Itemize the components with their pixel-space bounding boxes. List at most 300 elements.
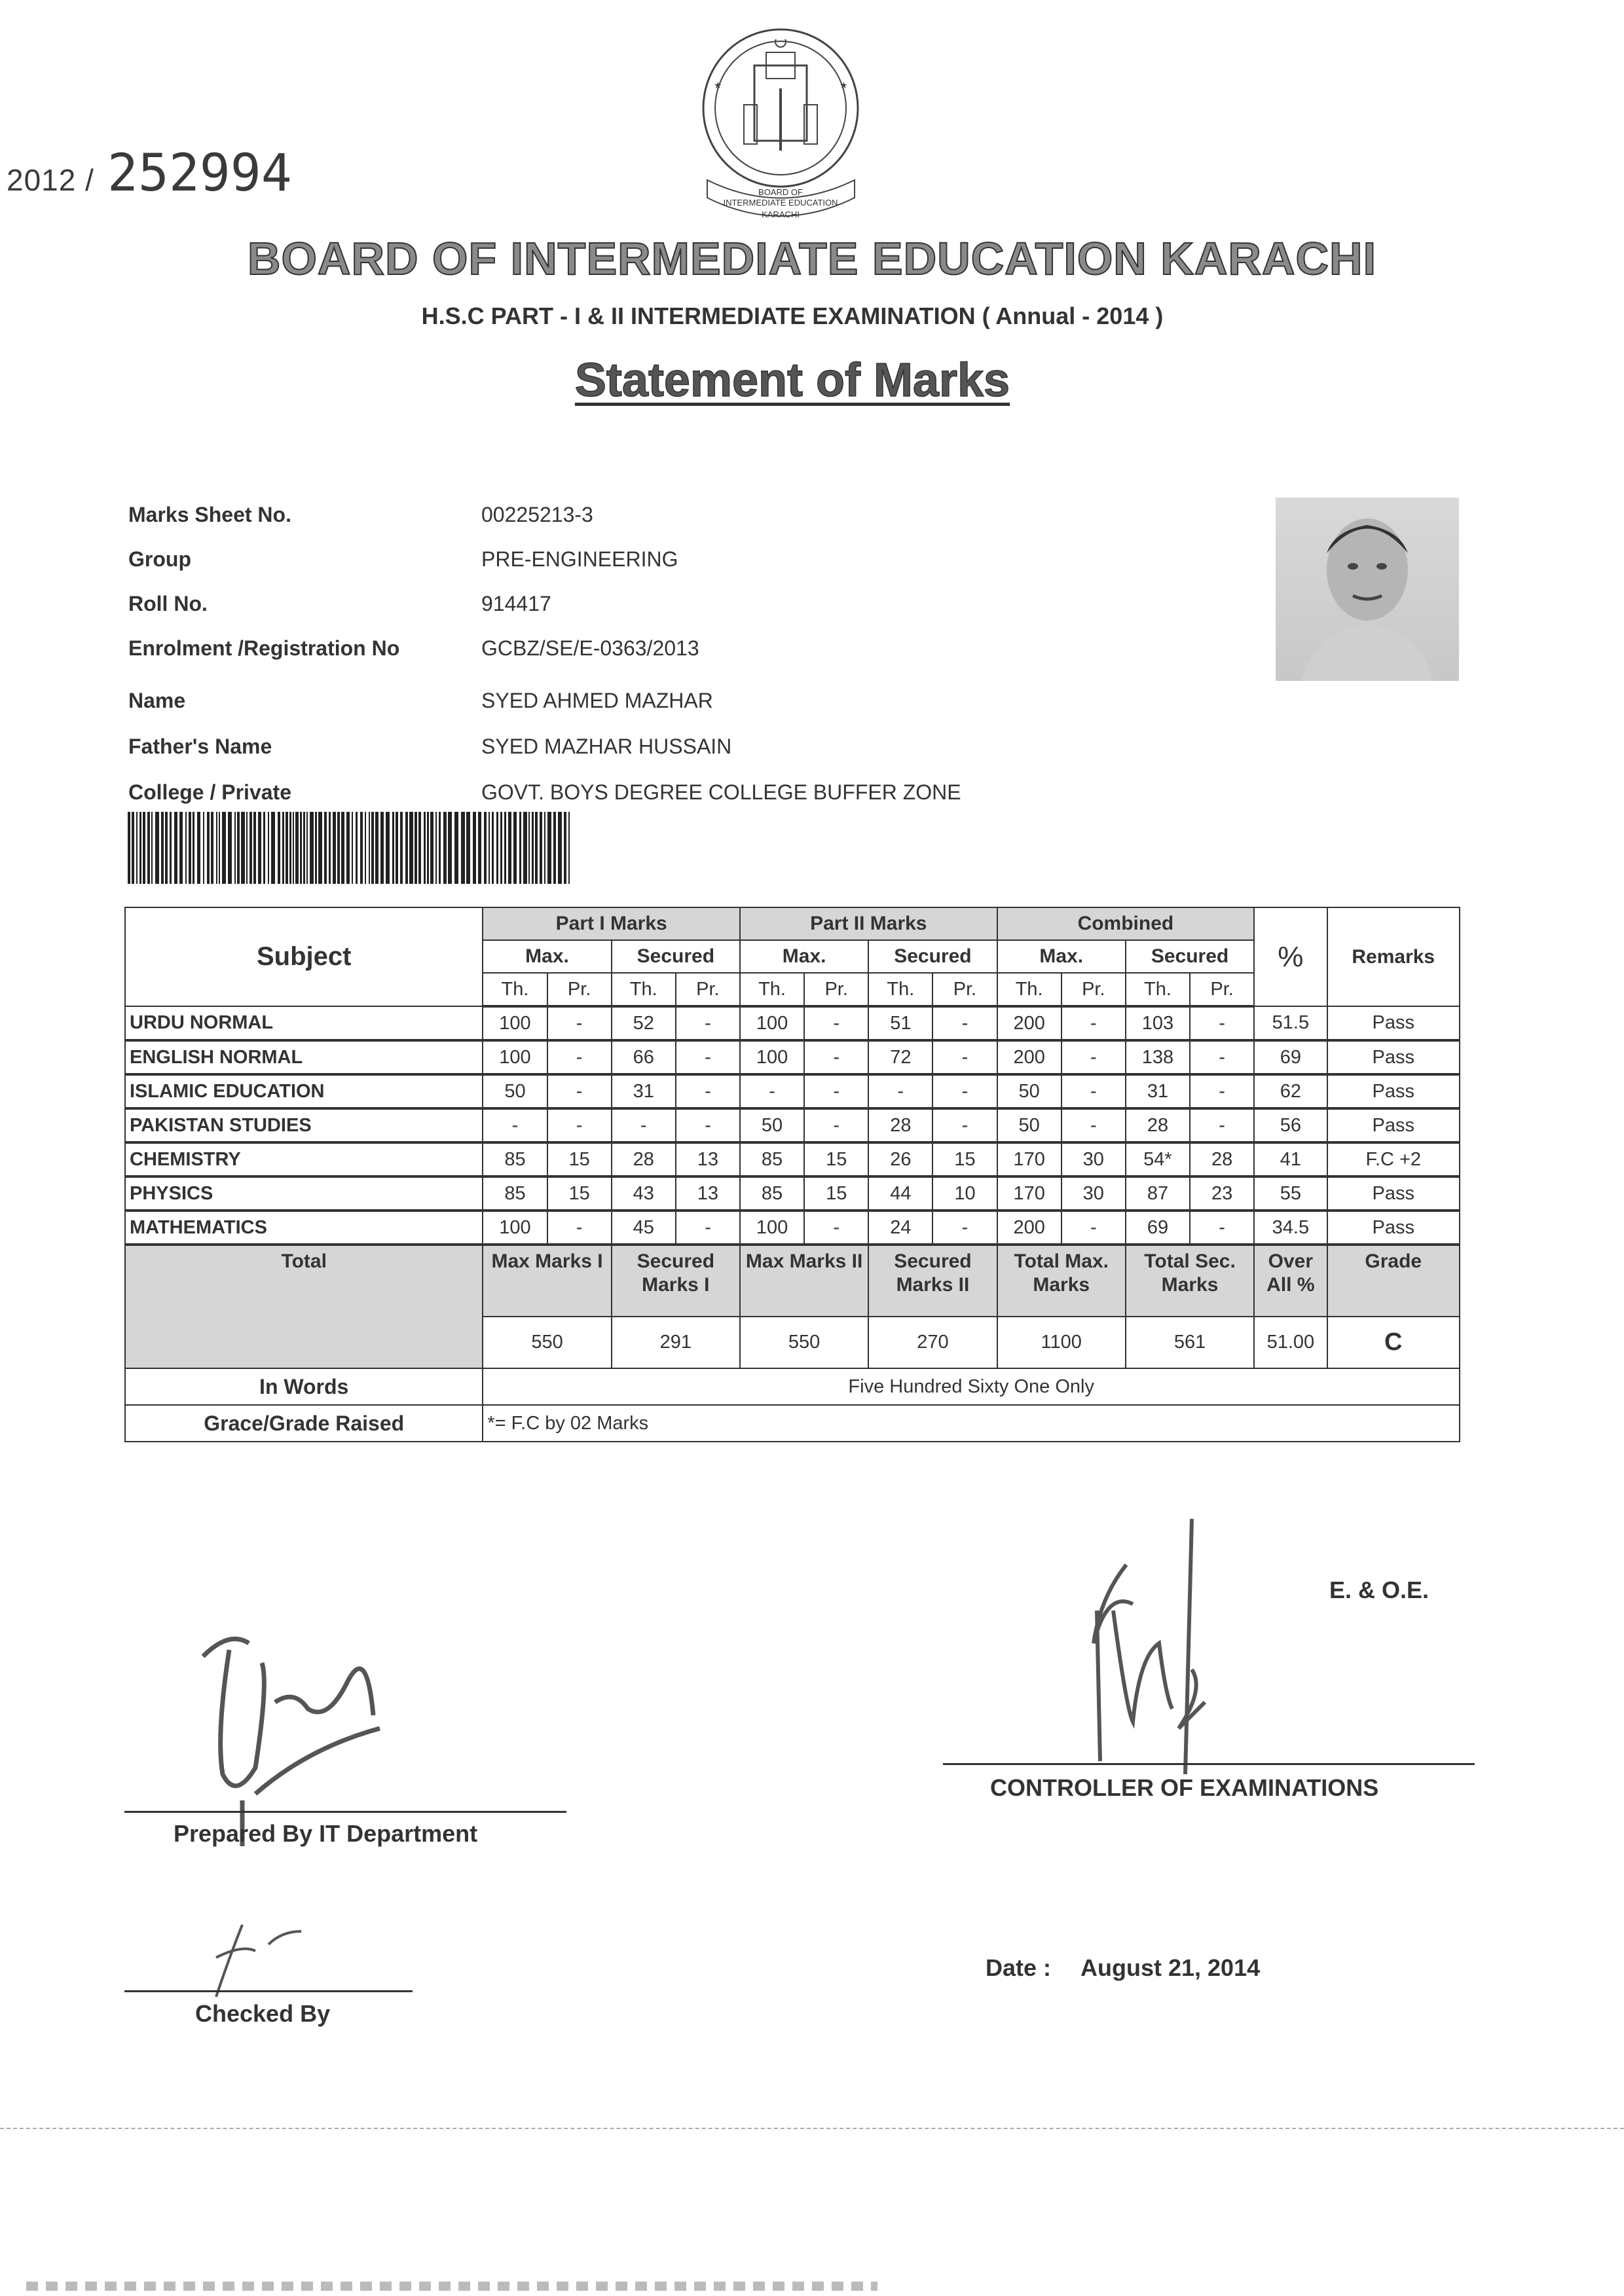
combined-max-header: Max. — [997, 940, 1126, 973]
barcode-bar — [329, 812, 331, 884]
mark-cell: - — [1061, 1006, 1126, 1040]
barcode-bar — [151, 812, 153, 884]
mark-cell: 87 — [1126, 1176, 1190, 1211]
mark-cell: - — [1190, 1006, 1254, 1040]
barcode-bar — [386, 812, 390, 884]
mark-cell: - — [676, 1006, 740, 1040]
summary-header-grade: Grade — [1327, 1245, 1460, 1317]
part2-header: Part II Marks — [740, 907, 997, 940]
mark-cell: 15 — [804, 1142, 868, 1176]
th-header: Th. — [740, 973, 804, 1006]
in-words-label: In Words — [125, 1368, 483, 1405]
summary-header-max-marks-2: Max Marks II — [740, 1245, 868, 1317]
barcode-bar — [263, 812, 265, 884]
pr-header: Pr. — [1190, 973, 1254, 1006]
mark-cell: 200 — [997, 1006, 1061, 1040]
summary-overall-percent: 51.00 — [1254, 1317, 1327, 1368]
mark-cell: 66 — [612, 1040, 676, 1074]
combined-header: Combined — [997, 907, 1255, 940]
barcode-bar — [478, 812, 481, 884]
mark-cell: - — [1190, 1074, 1254, 1108]
barcode-bar — [500, 812, 502, 884]
remarks-cell: Pass — [1327, 1176, 1460, 1211]
prepared-by-line — [124, 1811, 566, 1813]
date-value: August 21, 2014 — [1080, 1954, 1261, 1981]
part2-max-header: Max. — [740, 940, 868, 973]
barcode-bar — [448, 812, 452, 884]
barcode-bar — [341, 812, 344, 884]
summary-max-marks-2: 550 — [740, 1317, 868, 1368]
info-value-father-name: SYED MAZHAR HUSSAIN — [481, 735, 732, 758]
mark-cell: 100 — [483, 1040, 547, 1074]
subject-row — [125, 1006, 1460, 1040]
mark-cell: 100 — [740, 1040, 804, 1074]
barcode-bar — [128, 812, 130, 884]
subject-row — [125, 1040, 1460, 1074]
remarks-cell: Pass — [1327, 1040, 1460, 1074]
barcode-bar — [271, 812, 275, 884]
barcode-bar — [219, 812, 220, 884]
barcode-bar — [439, 812, 441, 884]
mark-cell: - — [932, 1074, 997, 1108]
mark-cell: - — [676, 1074, 740, 1108]
barcode-bar — [356, 812, 358, 884]
mark-cell: 45 — [612, 1211, 676, 1245]
barcode-bar — [496, 812, 498, 884]
subject-name: PHYSICS — [125, 1176, 483, 1211]
mark-cell: 170 — [997, 1176, 1061, 1211]
svg-text:★: ★ — [840, 80, 848, 90]
mark-cell: 100 — [483, 1006, 547, 1040]
barcode-bar — [268, 812, 269, 884]
board-title: BOARD OF INTERMEDIATE EDUCATION KARACHI — [247, 233, 1377, 284]
mark-cell: - — [1061, 1074, 1126, 1108]
th-header: Th. — [997, 973, 1061, 1006]
barcode-bar — [540, 812, 542, 884]
barcode-bar — [568, 812, 570, 884]
barcode-bar — [454, 812, 458, 884]
mark-cell: - — [1061, 1040, 1126, 1074]
barcode-bar — [484, 812, 487, 884]
barcode-bar — [424, 812, 426, 884]
mark-cell: 72 — [868, 1040, 932, 1074]
barcode-bar — [553, 812, 556, 884]
mark-cell: 13 — [676, 1176, 740, 1211]
pr-header: Pr. — [547, 973, 612, 1006]
mark-cell: - — [547, 1074, 612, 1108]
mark-cell: - — [676, 1108, 740, 1142]
mark-cell: 100 — [483, 1211, 547, 1245]
barcode-bar — [289, 812, 291, 884]
subject-name: PAKISTAN STUDIES — [125, 1108, 483, 1142]
mark-cell: 50 — [997, 1074, 1061, 1108]
mark-cell: - — [868, 1074, 932, 1108]
part1-header: Part I Marks — [483, 907, 740, 940]
controller-signature — [1061, 1512, 1270, 1787]
grace-label: Grace/Grade Raised — [125, 1405, 483, 1442]
mark-cell: 28 — [868, 1108, 932, 1142]
logo-caption-1: BOARD OF — [758, 187, 803, 197]
barcode-bar — [246, 812, 248, 884]
barcode-bar — [193, 812, 194, 884]
barcode-bar — [315, 812, 317, 884]
mark-cell: 100 — [740, 1006, 804, 1040]
summary-header-overall-percent: Over All % — [1254, 1245, 1327, 1317]
barcode-bar — [508, 812, 511, 884]
mark-cell: 31 — [612, 1074, 676, 1108]
pr-header: Pr. — [804, 973, 868, 1006]
mark-cell: 200 — [997, 1040, 1061, 1074]
mark-cell: 30 — [1061, 1176, 1126, 1211]
summary-total-secured: 561 — [1126, 1317, 1254, 1368]
barcode-bar — [211, 812, 213, 884]
barcode-bar — [547, 812, 551, 884]
barcode-bar — [147, 812, 150, 884]
mark-cell: 30 — [1061, 1142, 1126, 1176]
controller-label: CONTROLLER OF EXAMINATIONS — [990, 1774, 1379, 1801]
subject-name: CHEMISTRY — [125, 1142, 483, 1176]
barcode-bar — [504, 812, 506, 884]
logo-caption-2: INTERMEDIATE EDUCATION — [723, 198, 838, 208]
barcode-bar — [564, 812, 566, 884]
mark-cell: 28 — [612, 1142, 676, 1176]
barcode-bar — [492, 812, 494, 884]
barcode-bar — [253, 812, 256, 884]
barcode-bar — [544, 812, 545, 884]
student-photo — [1276, 498, 1459, 681]
mark-cell: - — [804, 1211, 868, 1245]
percent-cell: 41 — [1254, 1142, 1327, 1176]
mark-cell: - — [804, 1108, 868, 1142]
summary-header-total-secured: Total Sec. Marks — [1126, 1245, 1254, 1317]
th-header: Th. — [1126, 973, 1190, 1006]
barcode — [128, 812, 570, 884]
mark-cell: - — [612, 1108, 676, 1142]
barcode-bar — [234, 812, 236, 884]
in-words-value: Five Hundred Sixty One Only — [483, 1368, 1460, 1405]
mark-cell: - — [1061, 1108, 1126, 1142]
barcode-bar — [523, 812, 527, 884]
mark-cell: - — [804, 1074, 868, 1108]
info-label-registration: Enrolment /Registration No — [128, 636, 400, 660]
barcode-bar — [369, 812, 370, 884]
mark-cell: 28 — [1126, 1108, 1190, 1142]
part1-max-header: Max. — [483, 940, 611, 973]
mark-cell: 51 — [868, 1006, 932, 1040]
barcode-bar — [443, 812, 447, 884]
summary-max-marks-1: 550 — [483, 1317, 611, 1368]
total-label: Total — [125, 1245, 483, 1368]
barcode-bar — [318, 812, 322, 884]
remarks-cell: Pass — [1327, 1108, 1460, 1142]
info-value-name: SYED AHMED MAZHAR — [481, 689, 713, 712]
summary-header-secured-marks-1: Secured Marks I — [612, 1245, 740, 1317]
barcode-bar — [513, 812, 517, 884]
subject-row — [125, 1176, 1460, 1211]
subject-name: ISLAMIC EDUCATION — [125, 1074, 483, 1108]
mark-cell: 15 — [547, 1142, 612, 1176]
barcode-bar — [207, 812, 210, 884]
barcode-bar — [418, 812, 421, 884]
barcode-bar — [466, 812, 470, 884]
grace-value: *= F.C by 02 Marks — [483, 1405, 1460, 1442]
mark-cell: 50 — [740, 1108, 804, 1142]
scan-edge-strip — [26, 2282, 877, 2291]
mark-cell: - — [804, 1040, 868, 1074]
barcode-bar — [143, 812, 145, 884]
remarks-cell: Pass — [1327, 1074, 1460, 1108]
barcode-bar — [435, 812, 437, 884]
subject-row — [125, 1108, 1460, 1142]
barcode-bar — [352, 812, 353, 884]
barcode-bar — [430, 812, 434, 884]
barcode-bar — [380, 812, 384, 884]
info-value-registration: GCBZ/SE/E-0363/2013 — [481, 636, 699, 660]
barcode-bar — [532, 812, 534, 884]
summary-header-max-marks-1: Max Marks I — [483, 1245, 611, 1317]
subject-name: URDU NORMAL — [125, 1006, 483, 1040]
barcode-bar — [197, 812, 200, 884]
mark-cell: - — [547, 1211, 612, 1245]
mark-cell: 138 — [1126, 1040, 1190, 1074]
barcode-bar — [415, 812, 417, 884]
barcode-bar — [203, 812, 204, 884]
summary-secured-marks-1: 291 — [612, 1317, 740, 1368]
barcode-bar — [185, 812, 187, 884]
mark-cell: 69 — [1126, 1211, 1190, 1245]
subject-row — [125, 1142, 1460, 1176]
summary-header-total-max: Total Max. Marks — [997, 1245, 1126, 1317]
checked-by-signature — [203, 1918, 321, 2010]
mark-cell: 43 — [612, 1176, 676, 1211]
mark-cell: 15 — [804, 1176, 868, 1211]
mark-cell: 103 — [1126, 1006, 1190, 1040]
info-value-roll-no: 914417 — [481, 592, 551, 615]
percent-cell: 56 — [1254, 1108, 1327, 1142]
mark-cell: - — [676, 1211, 740, 1245]
pr-header: Pr. — [676, 973, 740, 1006]
mark-cell: 100 — [740, 1211, 804, 1245]
barcode-bar — [241, 812, 245, 884]
mark-cell: 26 — [868, 1142, 932, 1176]
barcode-bar — [179, 812, 183, 884]
subject-row — [125, 1211, 1460, 1245]
mark-cell: 85 — [483, 1142, 547, 1176]
summary-secured-marks-2: 270 — [868, 1317, 997, 1368]
person-silhouette-icon — [1276, 498, 1459, 681]
mark-cell: - — [547, 1108, 612, 1142]
marks-table — [124, 907, 1460, 1442]
barcode-bar — [405, 812, 408, 884]
mark-cell: 24 — [868, 1211, 932, 1245]
barcode-bar — [427, 812, 429, 884]
barcode-bar — [306, 812, 308, 884]
th-header: Th. — [612, 973, 676, 1006]
mark-cell: - — [1190, 1211, 1254, 1245]
info-label-roll-no: Roll No. — [128, 592, 208, 615]
barcode-bar — [400, 812, 403, 884]
exam-title: H.S.C PART - I & II INTERMEDIATE EXAMINATION ( Annual - 2014 ) — [421, 302, 1164, 329]
mark-cell: - — [483, 1108, 547, 1142]
info-value-marks-sheet: 00225213-3 — [481, 503, 593, 526]
info-label-college: College / Private — [128, 780, 291, 804]
barcode-bar — [375, 812, 378, 884]
barcode-bar — [161, 812, 164, 884]
barcode-bar — [365, 812, 366, 884]
mark-cell: 15 — [932, 1142, 997, 1176]
mark-cell: 50 — [997, 1108, 1061, 1142]
serial-number — [7, 144, 292, 203]
checked-by-line — [124, 1990, 413, 1992]
mark-cell: 85 — [740, 1176, 804, 1211]
mark-cell: - — [932, 1040, 997, 1074]
mark-cell: 52 — [612, 1006, 676, 1040]
barcode-bar — [528, 812, 530, 884]
mark-cell: 23 — [1190, 1176, 1254, 1211]
checked-by-label: Checked By — [195, 2000, 331, 2027]
barcode-bar — [333, 812, 336, 884]
barcode-bar — [286, 812, 288, 884]
barcode-bar — [360, 812, 363, 884]
barcode-bar — [216, 812, 217, 884]
info-value-college: GOVT. BOYS DEGREE COLLEGE BUFFER ZONE — [481, 780, 961, 804]
remarks-cell: Pass — [1327, 1211, 1460, 1245]
info-label-father-name: Father's Name — [128, 735, 272, 758]
barcode-bar — [535, 812, 538, 884]
mark-cell: 31 — [1126, 1074, 1190, 1108]
barcode-bar — [139, 812, 141, 884]
barcode-bar — [165, 812, 168, 884]
barcode-bar — [249, 812, 252, 884]
mark-cell: - — [932, 1211, 997, 1245]
barcode-bar — [278, 812, 280, 884]
mark-cell: - — [932, 1006, 997, 1040]
info-label-name: Name — [128, 689, 186, 712]
percent-cell: 69 — [1254, 1040, 1327, 1074]
barcode-bar — [489, 812, 490, 884]
logo-caption-3: KARACHI — [762, 210, 800, 219]
remarks-header: Remarks — [1327, 907, 1460, 1006]
barcode-bar — [228, 812, 232, 884]
part1-secured-header: Secured — [612, 940, 740, 973]
serial-value: 252994 — [107, 144, 292, 203]
combined-secured-header: Secured — [1126, 940, 1254, 973]
mark-cell: 85 — [483, 1176, 547, 1211]
board-logo-icon — [694, 26, 868, 229]
subject-row — [125, 1074, 1460, 1108]
barcode-bar — [396, 812, 398, 884]
barcode-bar — [461, 812, 465, 884]
mark-cell: 13 — [676, 1142, 740, 1176]
barcode-bar — [473, 812, 476, 884]
pr-header: Pr. — [1061, 973, 1126, 1006]
barcode-bar — [337, 812, 340, 884]
info-value-group: PRE-ENGINEERING — [481, 547, 678, 571]
mark-cell: - — [1061, 1211, 1126, 1245]
summary-total-max: 1100 — [997, 1317, 1126, 1368]
barcode-bar — [409, 812, 413, 884]
barcode-bar — [136, 812, 138, 884]
barcode-bar — [222, 812, 226, 884]
mark-cell: - — [1190, 1108, 1254, 1142]
mark-cell: - — [676, 1040, 740, 1074]
percent-header: % — [1254, 907, 1327, 1006]
barcode-bar — [174, 812, 177, 884]
mark-cell: 50 — [483, 1074, 547, 1108]
serial-year: 2012 / — [7, 163, 94, 197]
mark-cell: 200 — [997, 1211, 1061, 1245]
barcode-bar — [237, 812, 240, 884]
controller-line — [943, 1763, 1475, 1765]
prepared-by-signature — [177, 1604, 426, 1846]
barcode-bar — [155, 812, 159, 884]
percent-cell: 51.5 — [1254, 1006, 1327, 1040]
summary-header-secured-marks-2: Secured Marks II — [868, 1245, 997, 1317]
barcode-bar — [558, 812, 562, 884]
document-title: Statement of Marks — [574, 354, 1010, 407]
th-header: Th. — [483, 973, 547, 1006]
th-header: Th. — [868, 973, 932, 1006]
percent-cell: 34.5 — [1254, 1211, 1327, 1245]
remarks-cell: F.C +2 — [1327, 1142, 1460, 1176]
barcode-bar — [303, 812, 305, 884]
info-label-marks-sheet: Marks Sheet No. — [128, 503, 291, 526]
mark-cell: - — [932, 1108, 997, 1142]
barcode-bar — [295, 812, 299, 884]
barcode-bar — [258, 812, 261, 884]
barcode-bar — [519, 812, 521, 884]
errors-omissions-note: E. & O.E. — [1329, 1576, 1430, 1603]
mark-cell: - — [547, 1006, 612, 1040]
mark-cell: - — [740, 1074, 804, 1108]
subject-name: ENGLISH NORMAL — [125, 1040, 483, 1074]
svg-text:★: ★ — [714, 80, 722, 90]
barcode-bar — [132, 812, 134, 884]
barcode-bar — [300, 812, 302, 884]
part2-secured-header: Secured — [868, 940, 997, 973]
subject-name: MATHEMATICS — [125, 1211, 483, 1245]
mark-cell: - — [547, 1040, 612, 1074]
remarks-cell: Pass — [1327, 1006, 1460, 1040]
pr-header: Pr. — [932, 973, 997, 1006]
mark-cell: 170 — [997, 1142, 1061, 1176]
page-divider — [0, 2128, 1624, 2129]
barcode-bar — [371, 812, 374, 884]
mark-cell: - — [1190, 1040, 1254, 1074]
barcode-bar — [282, 812, 284, 884]
summary-grade: C — [1327, 1317, 1460, 1368]
mark-cell: 15 — [547, 1176, 612, 1211]
barcode-bar — [346, 812, 350, 884]
percent-cell: 62 — [1254, 1074, 1327, 1108]
subject-header: Subject — [125, 907, 483, 1006]
barcode-bar — [189, 812, 191, 884]
barcode-bar — [170, 812, 172, 884]
mark-cell: - — [804, 1006, 868, 1040]
barcode-bar — [392, 812, 394, 884]
info-label-group: Group — [128, 547, 191, 571]
mark-cell: 10 — [932, 1176, 997, 1211]
barcode-bar — [310, 812, 314, 884]
barcode-bar — [324, 812, 327, 884]
date-label: Date : — [986, 1954, 1052, 1981]
barcode-bar — [293, 812, 294, 884]
prepared-by-label: Prepared By IT Department — [174, 1820, 478, 1847]
mark-cell: 85 — [740, 1142, 804, 1176]
percent-cell: 55 — [1254, 1176, 1327, 1211]
mark-cell: 54* — [1126, 1142, 1190, 1176]
mark-cell: 44 — [868, 1176, 932, 1211]
